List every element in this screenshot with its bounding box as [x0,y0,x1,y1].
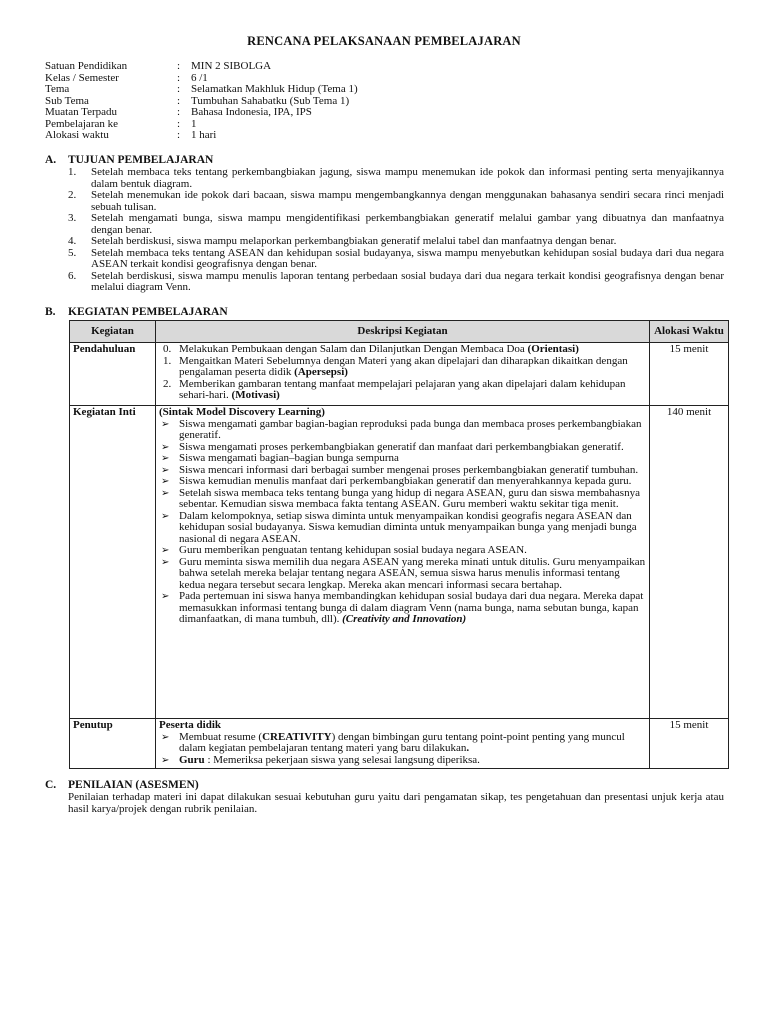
arrow-bullet-icon: ➢ [161,418,170,430]
activities-table [69,320,729,769]
item-number: 5. [68,246,77,259]
section-a-heading [45,155,213,167]
table-row [70,343,729,406]
item-text: Setelah berdiskusi, siswa mampu melaporkan perkembangbiakan generatif melalui tabel dan manfaatnya dengan benar. [91,235,617,247]
meta-row [45,84,465,96]
arrow-bullet-icon: ➢ [161,545,170,556]
list-item [159,356,646,379]
header-kegiatan: Kegiatan [70,321,156,343]
item-text: : Memeriksa pekerjaan siswa yang selesai langsung diperiksa. [204,753,480,766]
row-alokasi: 15 menit [650,719,729,769]
meta-value: MIN 2 SIBOLGA [191,60,272,72]
item-text: ) dengan bimbingan guru tentang point-point penting yang muncul dalam kegiatan pembelajaran tentang materi yang baru dilakukan [179,730,625,754]
arrow-bullet-icon: ➢ [161,476,170,487]
section-title: TUJUAN PEMBELAJARAN [68,154,214,166]
section-title: PENILAIAN (ASESMEN) [68,779,199,791]
item-number: 6. [68,269,77,282]
item-tag: (Motivasi) [231,389,280,401]
list-item [68,271,724,294]
table-header-row [70,321,729,343]
item-text: Setelah berdiskusi, siswa mampu menulis laporan tentang perbedaan sosial budaya dari dua negara terkait kondisi geografisnya dengan benar melalui diagram Venn. [91,269,724,293]
meta-label: Tema [45,83,70,95]
meta-label: Muatan Terpadu [45,106,118,118]
item-text: Pada pertemuan ini siswa hanya membandingkan kehidupan sosial budaya dari dua negara. Mereka dapat memasukkan informasi tentang bunga di dalam diagram Venn (nama bunga, nama sebutan bunga, kapan dimanfaatkan, di mana tumbuh, dll). [179,590,644,625]
meta-colon: : [177,117,181,130]
meta-colon: : [177,71,181,84]
item-number: 2. [68,189,77,201]
item-number: 1. [68,166,77,178]
list-item [159,755,646,767]
pendahuluan-list [159,344,646,402]
item-tag: Guru [179,753,205,766]
item-text: Guru memberikan penguatan tentang kehidupan sosial budaya negara ASEAN. [179,544,527,556]
inti-heading: (Sintak Model Discovery Learning) [159,406,325,418]
arrow-bullet-icon: ➢ [161,731,170,743]
item-end: . [466,742,470,754]
section-b-heading [45,307,228,319]
table-row [70,406,729,719]
item-text: Membuat resume ( [179,730,263,743]
meta-label: Pembelajaran ke [45,117,118,130]
inti-list [159,419,646,626]
table-row [70,719,729,769]
row-deskripsi [156,406,650,719]
list-item [68,213,724,236]
item-text: Setelah mengamati bunga, siswa mampu mengidentifikasi perkembangbiakan generatif melalui gambar yang dibuatnya dan manfaatnya dengan benar. [91,212,724,236]
section-letter: B. [45,306,56,318]
meta-colon: : [177,60,181,72]
item-text: Melakukan Pembukaan dengan Salam dan Dilanjutkan Dengan Membaca Doa [179,343,528,355]
item-number: 4. [68,235,77,247]
list-item [159,488,646,511]
meta-colon: : [177,83,181,95]
list-item [159,732,646,755]
arrow-bullet-icon: ➢ [161,510,170,522]
row-kegiatan: Pendahuluan [70,343,156,406]
meta-value: 1 [191,117,197,130]
assessment-paragraph: Penilaian terhadap materi ini dapat dilakukan sesuai kebutuhan guru yaitu dari pengamatan sikap, tes pengetahuan dan presentasi unjuk kerja atau hasil karya/projek dengan rubrik penilaian. [68,791,724,815]
item-text: Siswa mengamati proses perkembangbiakan generatif dan manfaat dari perkembangbiakan generatif. [179,440,624,453]
meta-colon: : [177,106,181,118]
item-tag: CREATIVITY [262,730,332,743]
item-tag: (Apersepsi) [294,366,348,378]
meta-label: Sub Tema [45,94,89,107]
item-text: Setelah membaca teks tentang perkembangbiakan jagung, siswa mampu menemukan ide pokok dan informasi penting serta menyajikannya dalam bentuk diagram. [91,166,724,190]
item-text: Memberikan gambaran tentang manfaat mempelajari pelajaran yang akan dipelajari dalam kehidupan sehari-hari. [179,377,626,401]
item-text: Guru meminta siswa memilih dua negara ASEAN yang mereka minati untuk ditulis. Guru menyampaikan bahwa setelah mereka belajar tentang negara ASEAN, semua siswa harus menulis informasi tentang kedua negara tersebut secara lengkap. Mereka akan mencari informasi secara bertahap. [179,555,646,591]
meta-label: Kelas / Semester [45,71,119,84]
meta-label: Satuan Pendidikan [45,60,128,72]
page-title: RENCANA PELAKSANAAN PEMBELAJARAN [247,34,521,48]
section-c-heading [45,780,199,792]
item-text: Dalam kelompoknya, setiap siswa diminta untuk menyampaikan kondisi geografis negara ASEAN dan kehidupan sosial budayanya. Siswa kemudian diminta untuk menyampaikan bunga yang menjadi bunga nasional di negara ASEAN. [179,509,637,545]
row-deskripsi [156,719,650,769]
item-text: Siswa mengamati bagian–bagian bunga sempurna [179,452,399,464]
item-number: 0. [163,343,172,355]
meta-value: 6 /1 [191,71,208,84]
item-number: 2. [163,377,172,390]
item-text: Mengaitkan Materi Sebelumnya dengan Materi yang akan dipelajari dan diharapkan dikaitkan dengan pengalaman peserta didik [179,354,628,378]
meta-row [45,61,465,73]
list-item [68,190,724,213]
row-kegiatan: Penutup [70,719,156,769]
meta-row [45,130,465,142]
arrow-bullet-icon: ➢ [161,487,170,499]
arrow-bullet-icon: ➢ [161,441,170,453]
header-deskripsi: Deskripsi Kegiatan [156,321,650,343]
arrow-bullet-icon: ➢ [161,464,170,476]
arrow-bullet-icon: ➢ [161,453,170,464]
meta-value: Bahasa Indonesia, IPA, IPS [191,106,312,118]
item-text: Setelah siswa membaca teks tentang bunga yang hidup di negara ASEAN, guru dan siswa membahasnya sebentar. Kemudian siswa membaca fakta tentang ASEAN. Guru memberi waktu sekitar tiga menit. [179,486,640,510]
meta-value: 1 hari [191,129,217,141]
item-text: Setelah menemukan ide pokok dari bacaan, siswa mampu mengembangkannya dengan menggunakan bahasanya sendiri secara rinci menjadi sebuah tulisan. [91,189,724,213]
arrow-bullet-icon: ➢ [161,556,170,568]
item-number: 1. [163,354,172,367]
objectives-list [68,167,724,294]
list-item [159,511,646,546]
section-letter: A. [45,154,57,166]
identity-block [45,61,465,142]
penutup-list [159,732,646,767]
item-text: Siswa mengamati gambar bagian-bagian reproduksi pada bunga dan membaca proses perkembangbiakan generatif. [179,417,642,441]
meta-value: Tumbuhan Sahabatku (Sub Tema 1) [191,94,350,107]
meta-value: Selamatkan Makhluk Hidup (Tema 1) [191,83,358,95]
list-item [159,379,646,402]
item-tag: (Orientasi) [527,343,579,355]
arrow-bullet-icon: ➢ [161,754,170,766]
section-title: KEGIATAN PEMBELAJARAN [68,306,228,318]
item-text: Setelah membaca teks tentang ASEAN dan kehidupan sosial budayanya, siswa mampu menyebutkan kehidupan sosial budaya dari dua negara ASEAN terkait kondisi geografisnya dengan benar. [91,246,724,270]
list-item [159,419,646,442]
list-item [68,248,724,271]
item-text: Siswa mencari informasi dari berbagai sumber mengenai proses perkembangbiakan generatif tumbuhan. [179,463,639,476]
list-item [68,167,724,190]
row-deskripsi [156,343,650,406]
item-number: 3. [68,212,77,224]
item-tag: (Creativity and Innovation) [342,613,467,625]
meta-colon: : [177,129,181,141]
meta-row [45,107,465,119]
penutup-heading: Peserta didik [159,719,222,731]
row-alokasi: 15 menit [650,343,729,406]
list-item [159,591,646,626]
item-text: Siswa kemudian menulis manfaat dari perkembangbiakan generatif dan menyerahkannya kepada guru. [179,475,632,487]
list-item [159,557,646,592]
row-alokasi: 140 menit [650,406,729,719]
header-alokasi: Alokasi Waktu [650,321,729,343]
meta-colon: : [177,94,181,107]
section-letter: C. [45,779,57,791]
arrow-bullet-icon: ➢ [161,591,170,602]
row-kegiatan: Kegiatan Inti [70,406,156,719]
meta-label: Alokasi waktu [45,129,109,141]
